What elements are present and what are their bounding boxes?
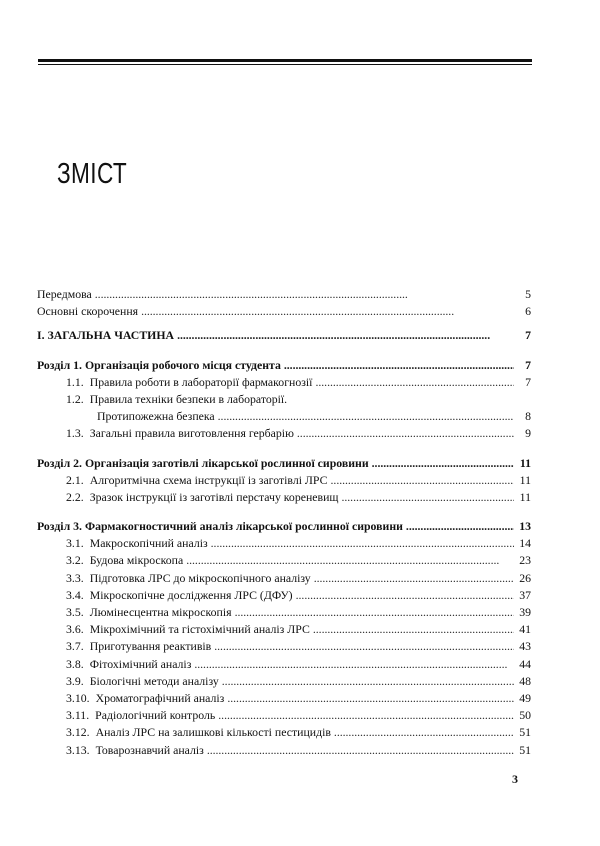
- toc-page-number: 39: [519, 605, 531, 619]
- toc-entry-number: 3.4.: [66, 587, 84, 602]
- toc-page-number: 11: [519, 455, 531, 470]
- toc-entry-number: 1.1.: [66, 374, 84, 389]
- toc-entry-title: Правила техніки безпеки в лабораторії.: [89, 391, 288, 406]
- page-title: ЗМІСТ: [57, 158, 128, 190]
- toc-entry-number: 3.10.: [66, 690, 90, 705]
- toc-page-number: 44: [519, 656, 531, 671]
- toc-section-1[interactable]: [37, 357, 531, 374]
- toc-entry-number: 3.13.: [66, 742, 90, 757]
- header-rule-thick: [38, 59, 532, 62]
- toc-entry-number: 3.1.: [66, 536, 84, 551]
- toc-page-number: 51: [519, 742, 531, 757]
- toc-entry-1-2[interactable]: [37, 391, 531, 408]
- toc-entry-number: 3.6.: [66, 622, 84, 637]
- toc-entry-1-2-continued[interactable]: [37, 408, 531, 425]
- toc-entry-title: Люмінесцентна мікроскопія: [89, 605, 232, 619]
- toc-entry-number: 3.9.: [66, 673, 84, 688]
- toc-page-number: 7: [525, 328, 531, 343]
- toc-entry-title: Протипожежна безпека: [97, 409, 215, 424]
- toc-entry-abbreviations[interactable]: [37, 303, 531, 320]
- toc-page-number: 49: [519, 690, 531, 705]
- toc-entry-3-12[interactable]: [37, 724, 531, 741]
- toc-entry-title: Розділ 1. Організація робочого місця студента: [37, 357, 281, 372]
- header-rule-thin: [38, 64, 532, 65]
- toc-entry-3-10[interactable]: [37, 690, 531, 707]
- toc-entry-title: Біологічні методи аналізу: [89, 673, 219, 688]
- page-number: 3: [512, 772, 518, 786]
- dot-leader: [214, 638, 514, 655]
- toc-entry-title: Фітохімічний аналіз: [89, 656, 192, 671]
- toc-page-number: 7: [525, 374, 531, 389]
- toc-entry-title: Приготування реактивів: [89, 639, 212, 654]
- dot-leader: [297, 425, 514, 442]
- toc-entry-3-3[interactable]: [37, 570, 531, 587]
- toc-entry-number: 3.8.: [66, 656, 84, 671]
- toc-entry-number: 3.5.: [66, 605, 84, 619]
- toc-entry-3-11[interactable]: [37, 707, 531, 724]
- toc-entry-number: 3.12.: [66, 725, 90, 740]
- toc-entry-title: Передмова: [37, 287, 92, 301]
- toc-entry-1-3[interactable]: [37, 425, 531, 442]
- dot-leader: [334, 724, 514, 741]
- toc-entry-3-9[interactable]: [37, 673, 531, 690]
- dot-leader: [141, 303, 514, 320]
- dot-leader: [372, 455, 514, 472]
- toc-page-number: 51: [519, 725, 531, 740]
- toc-page-number: 14: [519, 536, 531, 551]
- toc-entry-title: Розділ 2. Організація заготівлі лікарської рослинної сировини: [37, 455, 369, 470]
- toc-page-number: 9: [525, 426, 531, 441]
- toc-entry-3-7[interactable]: [37, 638, 531, 655]
- toc-entry-title: Основні скорочення: [37, 304, 139, 319]
- toc-entry-title: Зразок інструкції із заготівлі перстачу кореневищ: [89, 489, 339, 504]
- dot-leader: [218, 408, 514, 425]
- toc-entry-number: 3.7.: [66, 639, 84, 654]
- toc-entry-number: 1.3.: [66, 426, 84, 441]
- toc-entry-title: Радіологічний контроль: [95, 708, 216, 723]
- toc-entry-title: Мікроскопічне дослідження ЛРС (ДФУ): [89, 587, 293, 602]
- dot-leader: [194, 656, 514, 673]
- toc-page-number: 11: [519, 489, 531, 504]
- toc-page-number: 8: [525, 409, 531, 424]
- toc-page-number: 5: [525, 287, 531, 301]
- toc-page-number: 11: [519, 472, 531, 487]
- toc-entry-number: 2.2.: [66, 489, 84, 504]
- dot-leader: [95, 286, 514, 303]
- toc-entry-3-6[interactable]: [37, 621, 531, 638]
- toc-entry-title: Будова мікроскопа: [89, 553, 184, 568]
- toc-entry-title: Хроматографічний аналіз: [95, 690, 225, 705]
- dot-leader: [331, 472, 514, 489]
- dot-leader: [235, 604, 514, 621]
- toc-entry-3-13[interactable]: [37, 742, 531, 759]
- dot-leader: [227, 690, 514, 707]
- table-of-contents: [37, 286, 531, 759]
- toc-page-number: 26: [519, 570, 531, 585]
- toc-entry-1-1[interactable]: [37, 374, 531, 391]
- toc-entry-3-8[interactable]: [37, 656, 531, 673]
- dot-leader: [314, 570, 514, 587]
- dot-leader: [218, 707, 514, 724]
- toc-page-number: 6: [525, 304, 531, 319]
- dot-leader: [406, 518, 514, 535]
- dot-leader: [296, 587, 514, 604]
- toc-entry-title: Загальні правила виготовлення гербарію: [89, 426, 294, 441]
- toc-entry-title: Підготовка ЛРС до мікроскопічного аналізу: [89, 570, 311, 585]
- toc-entry-title: Аналіз ЛРС на залишкові кількості пестицидів: [95, 725, 331, 740]
- toc-entry-title: Товарознавчий аналіз: [95, 742, 204, 757]
- toc-entry-title: Мікрохімічний та гістохімічний аналіз ЛРС: [89, 622, 310, 637]
- dot-leader: [313, 621, 514, 638]
- toc-entry-3-2[interactable]: [37, 552, 531, 569]
- toc-entry-number: 3.2.: [66, 553, 84, 568]
- toc-page-number: 7: [525, 357, 531, 372]
- toc-entry-2-1[interactable]: [37, 472, 531, 489]
- toc-entry-number: 3.3.: [66, 570, 84, 585]
- toc-page-number: 23: [519, 553, 531, 568]
- dot-leader: [284, 357, 514, 374]
- toc-entry-preface[interactable]: [37, 286, 531, 303]
- dot-leader: [222, 673, 514, 690]
- toc-entry-number: 1.2.: [66, 391, 84, 406]
- toc-entry-3-5[interactable]: [37, 604, 531, 621]
- toc-page-number: 43: [519, 639, 531, 654]
- toc-entry-title: Правила роботи в лабораторії фармакогнозії: [89, 374, 313, 389]
- toc-page-number: 41: [519, 622, 531, 637]
- toc-page-number: 48: [519, 673, 531, 688]
- dot-leader: [315, 374, 514, 391]
- toc-entry-3-4[interactable]: [37, 587, 531, 604]
- toc-entry-3-1[interactable]: [37, 535, 531, 552]
- dot-leader: [211, 535, 514, 552]
- toc-entry-title: Макроскопічний аналіз: [89, 536, 208, 551]
- dot-leader: [341, 489, 514, 506]
- toc-entry-number: 3.11.: [66, 708, 90, 723]
- toc-entry-title: І. ЗАГАЛЬНА ЧАСТИНА: [37, 328, 175, 343]
- toc-section-3[interactable]: [37, 518, 531, 535]
- toc-page-number: 13: [519, 519, 531, 534]
- dot-leader: [186, 552, 514, 569]
- toc-page-number: 37: [519, 587, 531, 602]
- dot-leader: [177, 327, 514, 344]
- toc-entry-part-1[interactable]: [37, 327, 531, 344]
- toc-section-2[interactable]: [37, 455, 531, 472]
- toc-entry-number: 2.1.: [66, 472, 84, 487]
- dot-leader: [207, 742, 514, 759]
- toc-entry-title: Розділ 3. Фармакогностичний аналіз лікарської рослинної сировини: [37, 519, 403, 534]
- toc-page-number: 50: [519, 708, 531, 723]
- toc-entry-2-2[interactable]: [37, 489, 531, 506]
- toc-entry-title: Алгоритмічна схема інструкції із заготівлі ЛРС: [89, 472, 328, 487]
